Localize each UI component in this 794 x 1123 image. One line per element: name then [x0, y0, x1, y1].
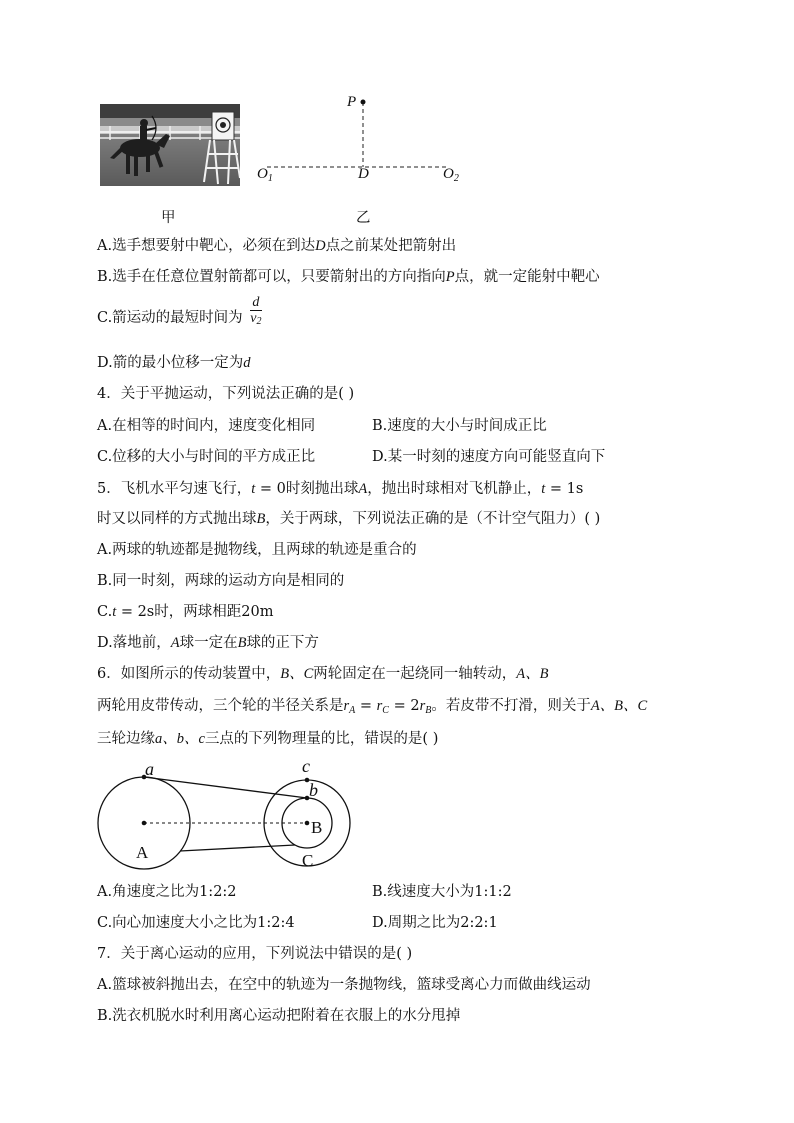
q6-option-d: D.周期之比为2:2:1: [372, 915, 498, 931]
center-a-dot: [142, 821, 147, 826]
archery-photo: [100, 104, 240, 186]
q6-stem-line3: 三轮边缘a、b、c三点的下列物理量的比，错误的是( ): [97, 731, 439, 747]
q4-option-b: B.速度的大小与时间成正比: [372, 418, 547, 434]
belt-drive-diagram: [92, 756, 354, 872]
q3-option-b: B.选手在任意位置射箭都可以，只要箭射出的方向指向P点，就一定能射中靶心: [97, 269, 600, 285]
q3-option-c: C.箭运动的最短时间为 $\frac{d}{v_2}$: [97, 295, 262, 327]
q4-stem: 4．关于平抛运动，下列说法正确的是( ): [97, 386, 355, 402]
label-o1: $O_1$: [257, 166, 273, 184]
q4-option-a: A.在相等的时间内，速度变化相同: [97, 418, 316, 434]
q4-option-d: D.某一时刻的速度方向可能竖直向下: [372, 449, 606, 465]
q3-option-a: A.选手想要射中靶心，必须在到达D点之前某处把箭射出: [97, 238, 457, 254]
point-p-dot: [361, 100, 366, 105]
fig-label-wheel-b: B: [311, 818, 323, 837]
fraction-d-over-v2: $\frac{d}{v_2}$: [250, 295, 262, 327]
q6-stem-line2: 两轮用皮带传动，三个轮的半径关系是$r_A = r_C = 2r_B$。若皮带不打滑，则关于A、B、C: [97, 698, 648, 716]
fig-label-b-point: b: [309, 780, 318, 800]
q4-option-c: C.位移的大小与时间的平方成正比: [97, 449, 316, 465]
q5-option-a: A.两球的轨迹都是抛物线，且两球的轨迹是重合的: [97, 542, 417, 558]
q6-stem-line1: 6．如图所示的传动装置中，B、C两轮固定在一起绕同一轴转动，A、B: [97, 666, 549, 682]
q5-option-d: D.落地前，A球一定在B球的正下方: [97, 635, 319, 651]
q7-stem: 7．关于离心运动的应用，下列说法中错误的是( ): [97, 946, 413, 962]
belt-bottom: [180, 845, 295, 851]
fig-label-a-point: a: [145, 759, 154, 779]
q6-option-b: B.线速度大小为1:1:2: [372, 884, 512, 900]
q3-option-d: D.箭的最小位移一定为d: [97, 355, 251, 371]
caption-jia: 甲: [161, 210, 176, 226]
caption-yi: 乙: [356, 210, 371, 226]
q7-option-a: A.篮球被斜抛出去，在空中的轨迹为一条抛物线，篮球受离心力而做曲线运动: [97, 977, 591, 993]
label-o2: $O_2$: [443, 166, 459, 184]
q6-option-c: C.向心加速度大小之比为1:2:4: [97, 915, 295, 931]
fig-label-wheel-a: A: [136, 843, 149, 862]
q5-stem-line1: 5．飞机水平匀速飞行，t = 0时刻抛出球A，抛出时球相对飞机静止，t = 1s: [97, 481, 584, 497]
fig-label-wheel-c: C: [302, 851, 314, 870]
center-bc-dot: [305, 821, 310, 826]
label-d: D: [358, 166, 369, 182]
fig-label-c-point: c: [302, 756, 310, 776]
q6-option-a: A.角速度之比为1:2:2: [97, 884, 237, 900]
q5-option-c: C.t = 2s时，两球相距20m: [97, 604, 274, 620]
q5-option-b: B.同一时刻，两球的运动方向是相同的: [97, 573, 345, 589]
q7-option-b: B.洗衣机脱水时利用离心运动把附着在衣服上的水分甩掉: [97, 1008, 461, 1024]
label-p: P: [347, 94, 357, 110]
q5-stem-line2: 时又以同样的方式抛出球B，关于两球，下列说法正确的是（不计空气阻力）( ): [97, 511, 601, 527]
